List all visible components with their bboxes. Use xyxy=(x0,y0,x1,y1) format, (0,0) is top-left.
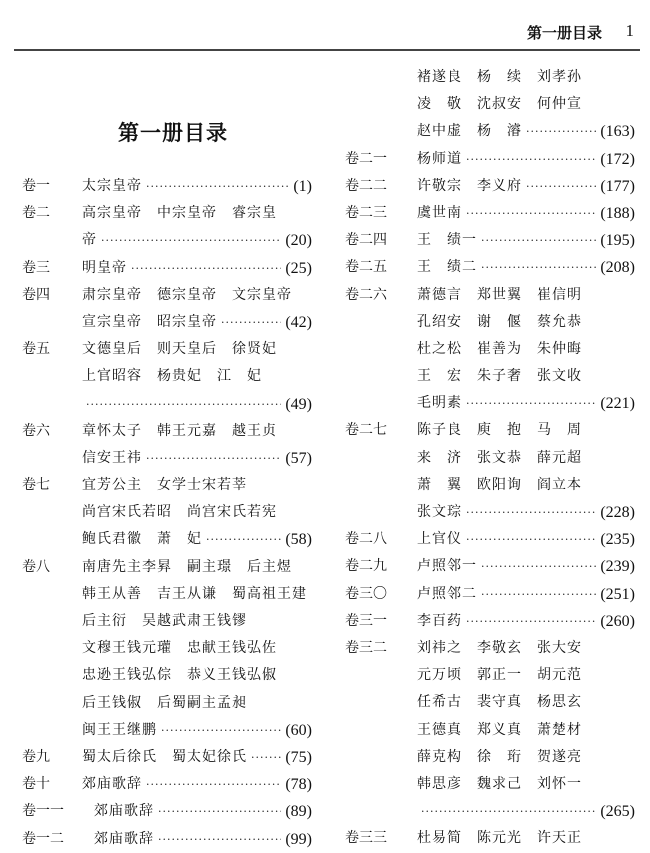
entry-names: 闽王王继鹏 xyxy=(82,721,157,738)
dot-leader xyxy=(466,200,596,227)
juan-label: 卷二 xyxy=(22,205,50,222)
juan-label: 卷三三 xyxy=(345,830,387,847)
toc-line xyxy=(0,445,330,472)
toc-entry[interactable] xyxy=(330,200,650,227)
toc-line xyxy=(0,391,330,418)
toc-line xyxy=(0,635,330,662)
page-number: (260) xyxy=(600,612,635,630)
header-rule xyxy=(14,49,640,51)
page-number: (25) xyxy=(285,259,312,277)
toc-line xyxy=(330,146,650,173)
juan-label: 卷二二 xyxy=(345,177,387,194)
toc-entry[interactable] xyxy=(330,173,650,200)
dot-leader xyxy=(481,227,596,254)
dot-leader xyxy=(86,391,281,418)
page-number: (177) xyxy=(600,177,635,195)
toc-entry[interactable] xyxy=(330,635,650,825)
dot-leader xyxy=(466,526,596,553)
toc-title: 第一册目录 xyxy=(118,121,228,145)
juan-label: 卷一二 xyxy=(22,830,64,847)
page-number: (172) xyxy=(600,150,635,168)
page-number: (221) xyxy=(600,395,635,413)
toc-entry[interactable] xyxy=(0,826,330,853)
entry-names: 肃宗皇帝 德宗皇帝 文宗皇帝 xyxy=(82,286,292,303)
page-number: (208) xyxy=(600,259,635,277)
dot-leader xyxy=(466,390,596,417)
entry-names: 韩思彦 魏求己 刘怀一 xyxy=(417,775,582,792)
dot-leader xyxy=(466,608,596,635)
toc-line xyxy=(330,825,650,852)
toc-entry[interactable] xyxy=(330,146,650,173)
juan-label: 卷一 xyxy=(22,178,50,194)
toc-line xyxy=(0,798,330,825)
toc-line xyxy=(330,118,650,145)
dot-leader xyxy=(158,826,281,853)
toc-line xyxy=(330,771,650,798)
entry-names: 任希古 裴守真 杨思玄 xyxy=(417,694,582,711)
entry-names: 上官仪 xyxy=(417,531,462,548)
entry-names: 凌 敬 沈叔安 何仲宣 xyxy=(417,96,582,113)
page-number: (58) xyxy=(285,531,312,549)
entry-names: 薛克构 徐 珩 贺遂亮 xyxy=(417,748,582,765)
toc-line xyxy=(330,309,650,336)
toc-line xyxy=(330,390,650,417)
juan-label: 卷六 xyxy=(22,422,50,439)
toc-line xyxy=(0,418,330,445)
toc-line xyxy=(0,690,330,717)
toc-line xyxy=(0,173,330,200)
dot-leader xyxy=(526,118,596,145)
juan-label: 卷二一 xyxy=(345,150,387,167)
dot-leader xyxy=(221,309,281,336)
entry-names: 陈子良 庾 抱 马 周 xyxy=(417,422,582,439)
dot-leader xyxy=(146,445,281,472)
toc-line xyxy=(330,635,650,662)
toc-line xyxy=(330,254,650,281)
toc-line xyxy=(0,662,330,689)
juan-label: 卷二五 xyxy=(345,259,387,276)
juan-label: 卷一一 xyxy=(22,803,64,820)
toc-line xyxy=(0,499,330,526)
toc-line xyxy=(330,581,650,608)
entry-names: 赵中虚 杨 濬 xyxy=(417,123,522,140)
toc-line xyxy=(0,717,330,744)
dot-leader xyxy=(206,526,281,553)
page-number: (20) xyxy=(285,232,312,250)
dot-leader xyxy=(158,798,281,825)
toc-line xyxy=(0,526,330,553)
entry-names: 褚遂良 杨 续 刘孝孙 xyxy=(417,69,582,85)
page-number: (57) xyxy=(285,449,312,467)
entry-names: 王 宏 朱子奢 张文收 xyxy=(417,368,582,385)
entry-names: 元万顷 郭正一 胡元范 xyxy=(417,667,582,684)
page-number: (49) xyxy=(285,395,312,413)
toc-line xyxy=(0,363,330,390)
toc-line xyxy=(330,717,650,744)
entry-names: 蜀太后徐氏 蜀太妃徐氏 xyxy=(82,748,247,765)
toc-entry[interactable] xyxy=(0,798,330,825)
entry-names: 许敬宗 李义府 xyxy=(417,177,522,194)
toc-line xyxy=(0,200,330,227)
entry-names: 尚宫宋氏若昭 尚宫宋氏若宪 xyxy=(82,504,277,521)
juan-label: 卷二八 xyxy=(345,531,387,548)
juan-label: 卷九 xyxy=(22,748,50,765)
toc-line xyxy=(0,581,330,608)
page-number: (89) xyxy=(285,803,312,821)
dot-leader xyxy=(251,744,281,771)
toc-line xyxy=(0,227,330,254)
toc-entry[interactable] xyxy=(0,255,330,282)
toc-line xyxy=(330,798,650,825)
entry-names: 帝 xyxy=(82,232,97,249)
dot-leader xyxy=(421,798,596,825)
dot-leader xyxy=(481,254,596,281)
toc-left-column xyxy=(0,173,330,853)
entry-names: 章怀太子 韩王元嘉 越王贞 xyxy=(82,422,277,439)
dot-leader xyxy=(481,553,596,580)
entry-names: 郊庙歌辞 xyxy=(94,803,154,820)
page-number: (42) xyxy=(285,313,312,331)
dot-leader xyxy=(146,771,281,798)
page-number: (1) xyxy=(293,178,312,195)
juan-label: 卷二四 xyxy=(345,232,387,249)
juan-label: 卷二六 xyxy=(345,286,387,303)
toc-entry[interactable] xyxy=(330,282,650,418)
header-title: 第一册目录 xyxy=(526,24,602,42)
toc-line xyxy=(330,200,650,227)
entry-names: 王德真 郑义真 萧楚材 xyxy=(417,721,582,738)
entry-names: 韩王从善 吉王从谦 蜀高祖王建 xyxy=(82,585,307,602)
entry-names: 太宗皇帝 xyxy=(82,178,142,194)
toc-line xyxy=(330,363,650,390)
toc-line xyxy=(330,689,650,716)
entry-names: 卢照邻二 xyxy=(417,585,477,602)
toc-line xyxy=(330,91,650,118)
dot-leader xyxy=(101,227,281,254)
entry-names: 上官昭容 杨贵妃 江 妃 xyxy=(82,368,262,385)
toc-line xyxy=(330,173,650,200)
toc-line xyxy=(330,336,650,363)
entry-names: 文穆王钱元瓘 忠献王钱弘佐 xyxy=(82,640,277,657)
toc-line xyxy=(330,472,650,499)
juan-label: 卷七 xyxy=(22,477,50,494)
toc-entry[interactable] xyxy=(0,173,330,200)
toc-line xyxy=(0,309,330,336)
entry-names: 杜易简 陈元光 许天正 xyxy=(417,830,582,847)
page-number: (265) xyxy=(600,803,635,821)
page-number: (78) xyxy=(285,776,312,794)
toc-line xyxy=(330,64,650,91)
entry-names: 郊庙歌辞 xyxy=(94,830,154,847)
toc-entry[interactable] xyxy=(0,472,330,554)
page-number: (163) xyxy=(600,123,635,141)
toc-line xyxy=(330,526,650,553)
juan-label: 卷八 xyxy=(22,558,50,575)
toc-entry[interactable] xyxy=(330,581,650,608)
entry-names: 杜之松 崔善为 朱仲晦 xyxy=(417,340,582,357)
page-number: (239) xyxy=(600,558,635,576)
toc-entry[interactable] xyxy=(0,418,330,472)
dot-leader xyxy=(481,581,596,608)
juan-label: 卷二七 xyxy=(345,422,387,439)
toc-entry[interactable] xyxy=(330,825,650,852)
toc-line xyxy=(330,553,650,580)
header-page-number: 1 xyxy=(625,21,634,40)
entry-names: 王 绩一 xyxy=(417,232,477,249)
page-number: (60) xyxy=(285,721,312,739)
entry-names: 明皇帝 xyxy=(82,259,127,276)
toc-line xyxy=(330,608,650,635)
toc-line xyxy=(330,445,650,472)
juan-label: 卷二九 xyxy=(345,558,387,575)
page-number: (75) xyxy=(285,748,312,766)
entry-names: 后主衍 吴越武肃王钱镠 xyxy=(82,613,247,629)
entry-names: 高宗皇帝 中宗皇帝 睿宗皇 xyxy=(82,205,277,222)
toc-line xyxy=(0,255,330,282)
toc-entry[interactable] xyxy=(0,771,330,798)
entry-names: 信安王祎 xyxy=(82,449,142,466)
entry-names: 虞世南 xyxy=(417,204,462,221)
toc-entry[interactable] xyxy=(330,64,650,146)
entry-names: 来 济 张文恭 薛元超 xyxy=(417,449,582,466)
toc-line xyxy=(330,417,650,444)
juan-label: 卷五 xyxy=(22,341,50,358)
toc-entry[interactable] xyxy=(0,554,330,744)
entry-names: 孔绍安 谢 偃 蔡允恭 xyxy=(417,313,582,330)
dot-leader xyxy=(526,173,596,200)
dot-leader xyxy=(131,255,281,282)
juan-label: 卷四 xyxy=(22,286,50,303)
page-number: (228) xyxy=(600,504,635,521)
dot-leader xyxy=(146,173,289,200)
juan-label: 卷三二 xyxy=(345,639,387,656)
toc-line xyxy=(0,554,330,581)
toc-line xyxy=(0,744,330,771)
toc-line xyxy=(330,227,650,254)
toc-line xyxy=(330,282,650,309)
dot-leader xyxy=(466,146,596,173)
juan-label: 卷三一 xyxy=(345,612,387,629)
juan-label: 卷二三 xyxy=(345,204,387,221)
dot-leader xyxy=(466,499,596,526)
toc-right-column xyxy=(330,64,650,852)
entry-names: 鲍氏君徽 萧 妃 xyxy=(82,531,202,548)
entry-names: 刘祎之 李敬玄 张大安 xyxy=(417,639,582,656)
toc-entry[interactable] xyxy=(0,282,330,336)
entry-names: 张文琮 xyxy=(417,504,462,520)
entry-names: 宣宗皇帝 昭宗皇帝 xyxy=(82,313,217,330)
juan-label: 卷三〇 xyxy=(345,585,387,602)
page-number: (235) xyxy=(600,531,635,549)
toc-entry[interactable] xyxy=(330,608,650,635)
toc-entry[interactable] xyxy=(330,526,650,553)
entry-names: 李百药 xyxy=(417,612,462,629)
toc-entry[interactable] xyxy=(330,417,650,526)
toc-entry[interactable] xyxy=(330,254,650,281)
toc-entry[interactable] xyxy=(0,336,330,418)
entry-names: 毛明素 xyxy=(417,395,462,412)
juan-label: 卷三 xyxy=(22,259,50,276)
toc-line xyxy=(0,771,330,798)
entry-names: 萧 翼 欧阳询 阎立本 xyxy=(417,476,582,493)
entry-names: 杨师道 xyxy=(417,150,462,167)
page-number: (251) xyxy=(600,585,635,603)
toc-line xyxy=(0,826,330,853)
page-number: (195) xyxy=(600,232,635,250)
entry-names: 南唐先主李昪 嗣主璟 后主煜 xyxy=(82,558,292,575)
page-number: (99) xyxy=(285,830,312,848)
toc-entry[interactable] xyxy=(330,227,650,254)
toc-line xyxy=(330,499,650,526)
entry-names: 文德皇后 则天皇后 徐贤妃 xyxy=(82,341,277,358)
toc-line xyxy=(0,282,330,309)
toc-line xyxy=(0,608,330,635)
toc-line xyxy=(330,744,650,771)
dot-leader xyxy=(161,717,281,744)
toc-entry[interactable] xyxy=(0,200,330,254)
entry-names: 后王钱俶 后蜀嗣主孟昶 xyxy=(82,694,247,711)
toc-line xyxy=(0,472,330,499)
entry-names: 萧德言 郑世翼 崔信明 xyxy=(417,286,582,303)
page-number: (188) xyxy=(600,204,635,222)
toc-entry[interactable] xyxy=(330,553,650,580)
entry-names: 王 绩二 xyxy=(417,259,477,276)
juan-label: 卷十 xyxy=(22,776,50,793)
entry-names: 卢照邻一 xyxy=(417,558,477,575)
toc-line xyxy=(330,662,650,689)
entry-names: 宜芳公主 女学士宋若莘 xyxy=(82,477,247,494)
toc-entry[interactable] xyxy=(0,744,330,771)
entry-names: 忠逊王钱弘倧 恭义王钱弘俶 xyxy=(82,667,277,684)
entry-names: 郊庙歌辞 xyxy=(82,776,142,793)
toc-line xyxy=(0,336,330,363)
